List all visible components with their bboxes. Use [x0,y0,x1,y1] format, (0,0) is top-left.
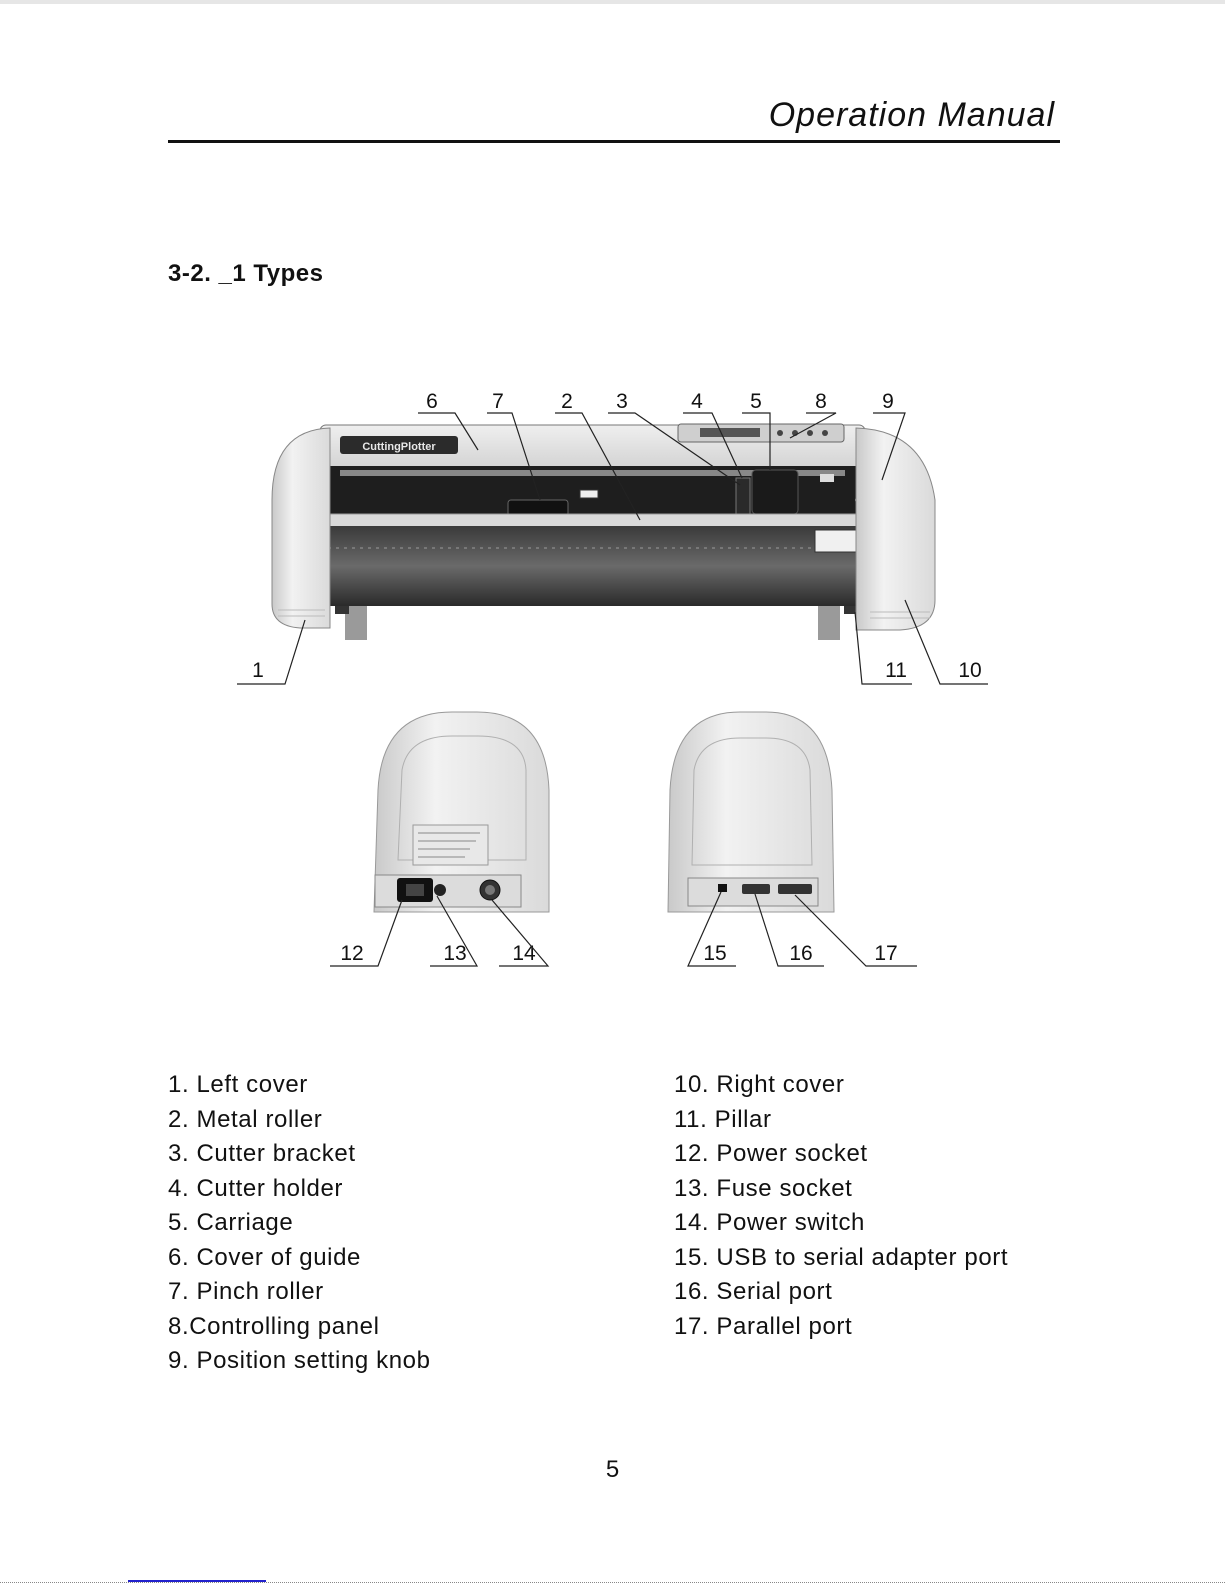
plotter-front-view [272,424,935,640]
part-item: 11. Pillar [674,1105,772,1133]
part-item: 17. Parallel port [674,1312,853,1340]
callout-6: 6 [426,390,438,413]
part-item: 5. Carriage [168,1209,294,1236]
serial-port [742,884,770,894]
parts-list-left [168,1068,431,1379]
callout-9: 9 [882,390,894,413]
callout-7: 7 [492,390,504,413]
callout-11: 11 [885,659,907,682]
part-item: 2. Metal roller [168,1105,323,1133]
callout-2: 2 [561,390,573,413]
left-cover [272,428,330,628]
page-number: 5 [605,1456,620,1483]
header-title: Operation Manual [768,96,1055,134]
plotter-brand-label: CuttingPlotter [362,441,436,453]
metal-roller [322,514,862,528]
callout-4: 4 [691,390,703,413]
callout-12: 12 [340,942,364,965]
part-item: 10. Right cover [674,1071,845,1098]
part-item: 15. USB to serial adapter port [674,1243,1009,1271]
part-item: 14. Power switch [674,1209,866,1236]
part-item: 3. Cutter bracket [168,1140,356,1167]
callout-13: 13 [443,942,467,965]
callout-3: 3 [616,390,628,413]
callout-5: 5 [750,390,762,413]
part-item: 13. Fuse socket [674,1174,853,1202]
part-item: 12. Power socket [674,1140,868,1167]
parts-list-right [674,1068,1008,1344]
right-cover-side-view [668,712,834,912]
usb-adapter-port [718,884,727,892]
section-heading: 3-2. _1 Types [168,260,324,287]
callout-14: 14 [512,942,536,965]
part-item: 1. Left cover [168,1071,308,1098]
part-item: 8.Controlling panel [168,1312,380,1340]
right-cover [856,428,935,630]
left-cover-side-view [374,712,549,912]
parallel-port [778,884,812,894]
part-item: 16. Serial port [674,1278,833,1305]
bottom-dotted-border [0,1582,1225,1583]
callout-16: 16 [789,942,813,965]
callout-17: 17 [874,942,898,965]
fuse-socket [434,884,446,896]
carriage [752,470,798,514]
platen-bed [318,526,866,606]
part-item: 7. Pinch roller [168,1278,324,1305]
part-item: 9. Position setting knob [168,1347,431,1374]
part-item: 4. Cutter holder [168,1174,344,1202]
callout-8: 8 [815,390,827,413]
callout-10: 10 [958,659,982,682]
callout-1: 1 [252,659,264,682]
callout-15: 15 [703,942,727,965]
part-item: 6. Cover of guide [168,1243,361,1271]
